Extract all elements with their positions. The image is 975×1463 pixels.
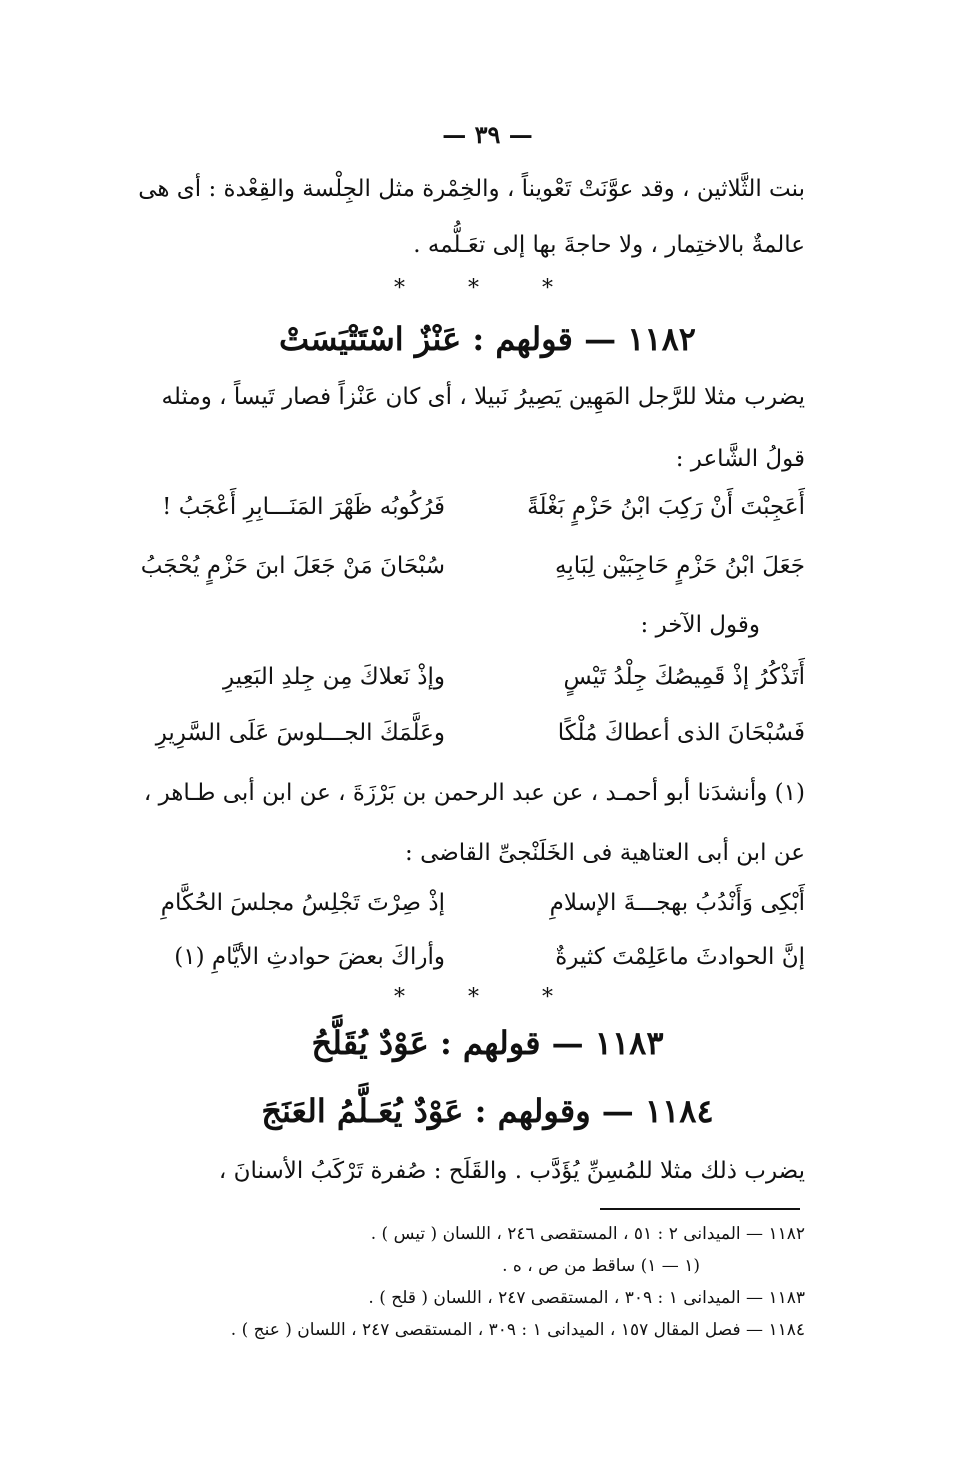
verse-second-hemistich: وعَلَّمَكَ الجـــلوسَ عَلَى السَّرِيرِ	[155, 720, 445, 746]
footnote: ١١٨٢ — الميدانى ٢ : ٥١ ، المستقصى ٢٤٦ ، اللسان ( تيس ) .	[370, 1224, 805, 1244]
verse-first-hemistich: إنَّ الحوادثَ ماعَلِمْتَ كثيرةٌ	[555, 944, 805, 970]
verse-intro: وقول الآخر :	[640, 612, 760, 638]
verse-first-hemistich: فَسُبْحَانَ الذى أعطاكَ مُلْكًا	[557, 720, 805, 746]
narration-line: عن ابن أبى العتاهية فى الخَلَنْجىِّ القاضى :	[405, 840, 805, 866]
verse-first-hemistich: جَعَلَ ابْنُ حَزْمٍ حَاجِبَيْن لِبَابِهِ	[555, 553, 805, 579]
section-separator: * * *	[394, 276, 581, 301]
verse-second-hemistich: وإذْ نَعلاكَ مِن جِلدِ البَعِيرِ	[223, 664, 445, 690]
footnote: ١١٨٤ — فصل المقال ١٥٧ ، الميدانى ١ : ٣٠٩ ، المستقصى ٢٤٧ ، اللسان ( عنج ) .	[230, 1320, 805, 1340]
paragraph-line: عالمةٌ بالاختِمار ، ولا حاجةَ بها إلى تعَـلُّمه .	[413, 232, 805, 258]
paragraph-line: بنت الثَّلاثين ، وقد عوَّنَتْ تَعْويناً ، والخِمْرة مثل الجِلْسة والقِعْدة : أى هى	[138, 176, 805, 202]
verse-second-hemistich: سُبْحَانَ مَنْ جَعَلَ ابنَ حَزْمٍ يُحْجَبُ	[140, 553, 445, 579]
verse-first-hemistich: أَبْكِى وَأَنْدُبُ بهجـــةَ الإسلامِ	[549, 890, 805, 916]
entry-text-line: قولُ الشَّاعر :	[675, 446, 805, 472]
entry-heading-1182: ١١٨٢ — قولهم : عَنْزٌ اسْتَتْيَسَتْ	[279, 320, 696, 358]
verse-second-hemistich: إذْ صِرْتَ تَجْلِسُ مجلسَ الحُكَّامِ	[160, 890, 445, 916]
footnote: (١ — ١) ساقط من ص ، ه .	[502, 1256, 700, 1276]
narration-line: (١) وأنشدَنا أبو أحمـد ، عن عبد الرحمن بن بَرْزَةَ ، عن ابن أبى طـاهر ،	[143, 780, 805, 806]
section-separator: * * *	[394, 985, 581, 1010]
page-number: — ٣٩ —	[442, 120, 533, 149]
entry-heading-1183: ١١٨٣ — قولهم : عَوْدٌ يُقَلَّحُ	[311, 1024, 664, 1062]
entry-heading-1184: ١١٨٤ — وقولهم : عَوْدٌ يُعَـلَّمُ العَنَجَ	[261, 1092, 714, 1130]
footnote: ١١٨٣ — الميدانى ١ : ٣٠٩ ، المستقصى ٢٤٧ ، اللسان ( قلح ) .	[368, 1288, 805, 1308]
entry-text-line: يضرب ذلك مثلا للمُسِنِّ يُؤَدَّب . والقَلَح : صُفرة تَرْكَبُ الأسنانَ ،	[218, 1158, 805, 1184]
verse-first-hemistich: أَتَذْكُرُ إذْ قَمِيصُكَ جِلْدُ تَيْسٍ	[563, 664, 805, 690]
verse-second-hemistich: فَرُكُوبُه ظَهْرَ المَنَـــابِرِ أَعْجَبُ !	[162, 494, 445, 520]
verse-second-hemistich: وأراكَ بعضَ حوادثِ الأيَّامِ (١)	[174, 944, 445, 970]
entry-text-line: يضرب مثلا للرَّجل المَهِين يَصِيرُ نَبيلا ، أى كان عَنْزاً فصار تَيساً ، ومثله	[161, 384, 805, 410]
footnote-divider	[600, 1208, 800, 1210]
verse-first-hemistich: أَعَجِبْتَ أَنْ رَكِبَ ابْنُ حَزْمٍ بَغْلَةً	[527, 494, 805, 520]
